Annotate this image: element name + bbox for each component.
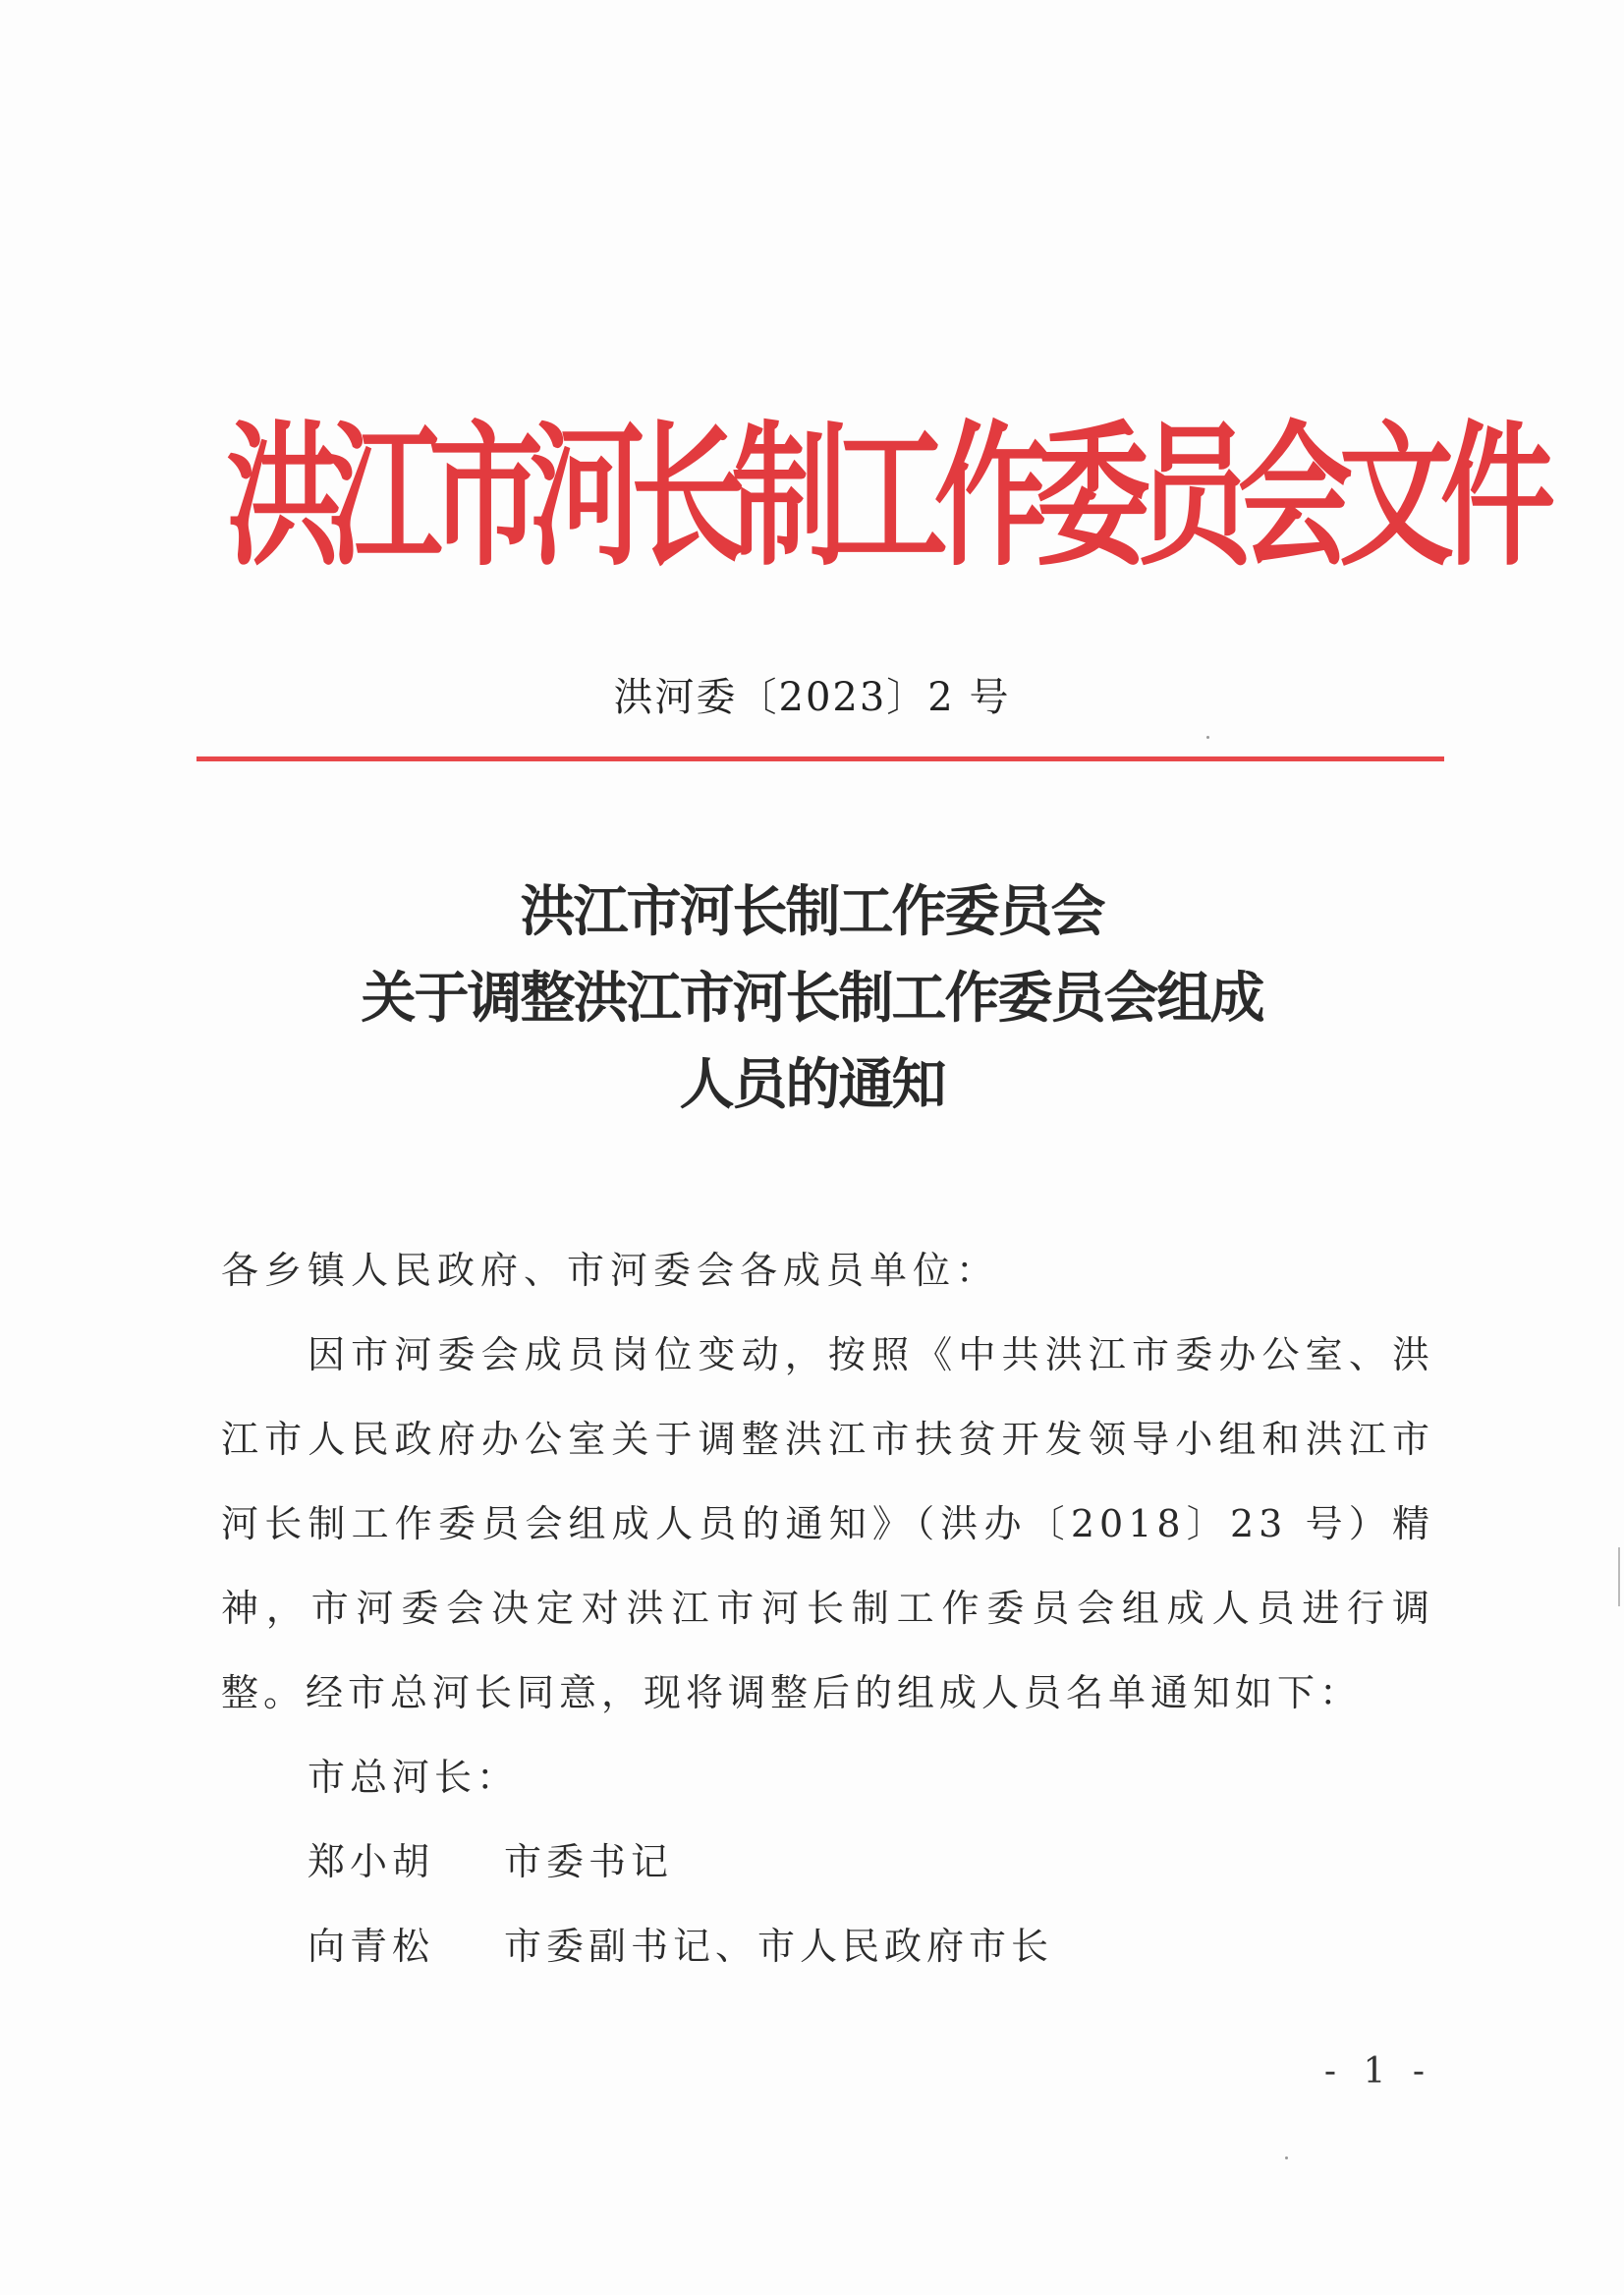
red-separator-line — [196, 756, 1444, 761]
member-row — [221, 1904, 1434, 1988]
title-line-2: 关于调整洪江市河长制工作委员会组成 — [361, 967, 1263, 1031]
member-name: 向青松 — [308, 1925, 435, 1968]
body-paragraph: 因市河委会成员岗位变动，按照《中共洪江市委办公室、洪江市人民政府办公室关于调整洪江市扶贫开发领导小组和洪江市河长制工作委员会组成人员的通知》（洪办〔2018〕23 号）精神，市河委会决定对洪江市河长制工作委员会组成人员进行调整。经市总河长同意，现将调整后的组成人员名单通知如下： — [221, 1333, 1434, 1714]
page-number: - 1 - — [1323, 2051, 1432, 2092]
title-line-1: 洪江市河长制工作委员会 — [520, 880, 1104, 944]
scan-speck — [1285, 2156, 1288, 2159]
member-position: 市委副书记、市人民政府市长 — [504, 1925, 1054, 1968]
scan-edge-mark — [1618, 1547, 1620, 1606]
role-heading: 市总河长： — [308, 1756, 520, 1799]
member-position: 市委书记 — [504, 1840, 674, 1883]
masthead-title: 洪江市河长制工作委员会文件 — [226, 405, 1542, 588]
document-number: 洪河委〔2023〕2 号 — [613, 675, 1011, 720]
title-line-3: 人员的通知 — [679, 1053, 945, 1117]
masthead — [226, 393, 1542, 599]
member-row — [221, 1819, 1434, 1904]
scan-speck — [1206, 736, 1209, 739]
member-name: 郑小胡 — [308, 1840, 435, 1883]
salutation: 各乡镇人民政府、市河委会各成员单位： — [221, 1249, 1000, 1292]
notice-body — [221, 1228, 1434, 1988]
notice-title — [0, 869, 1624, 1129]
